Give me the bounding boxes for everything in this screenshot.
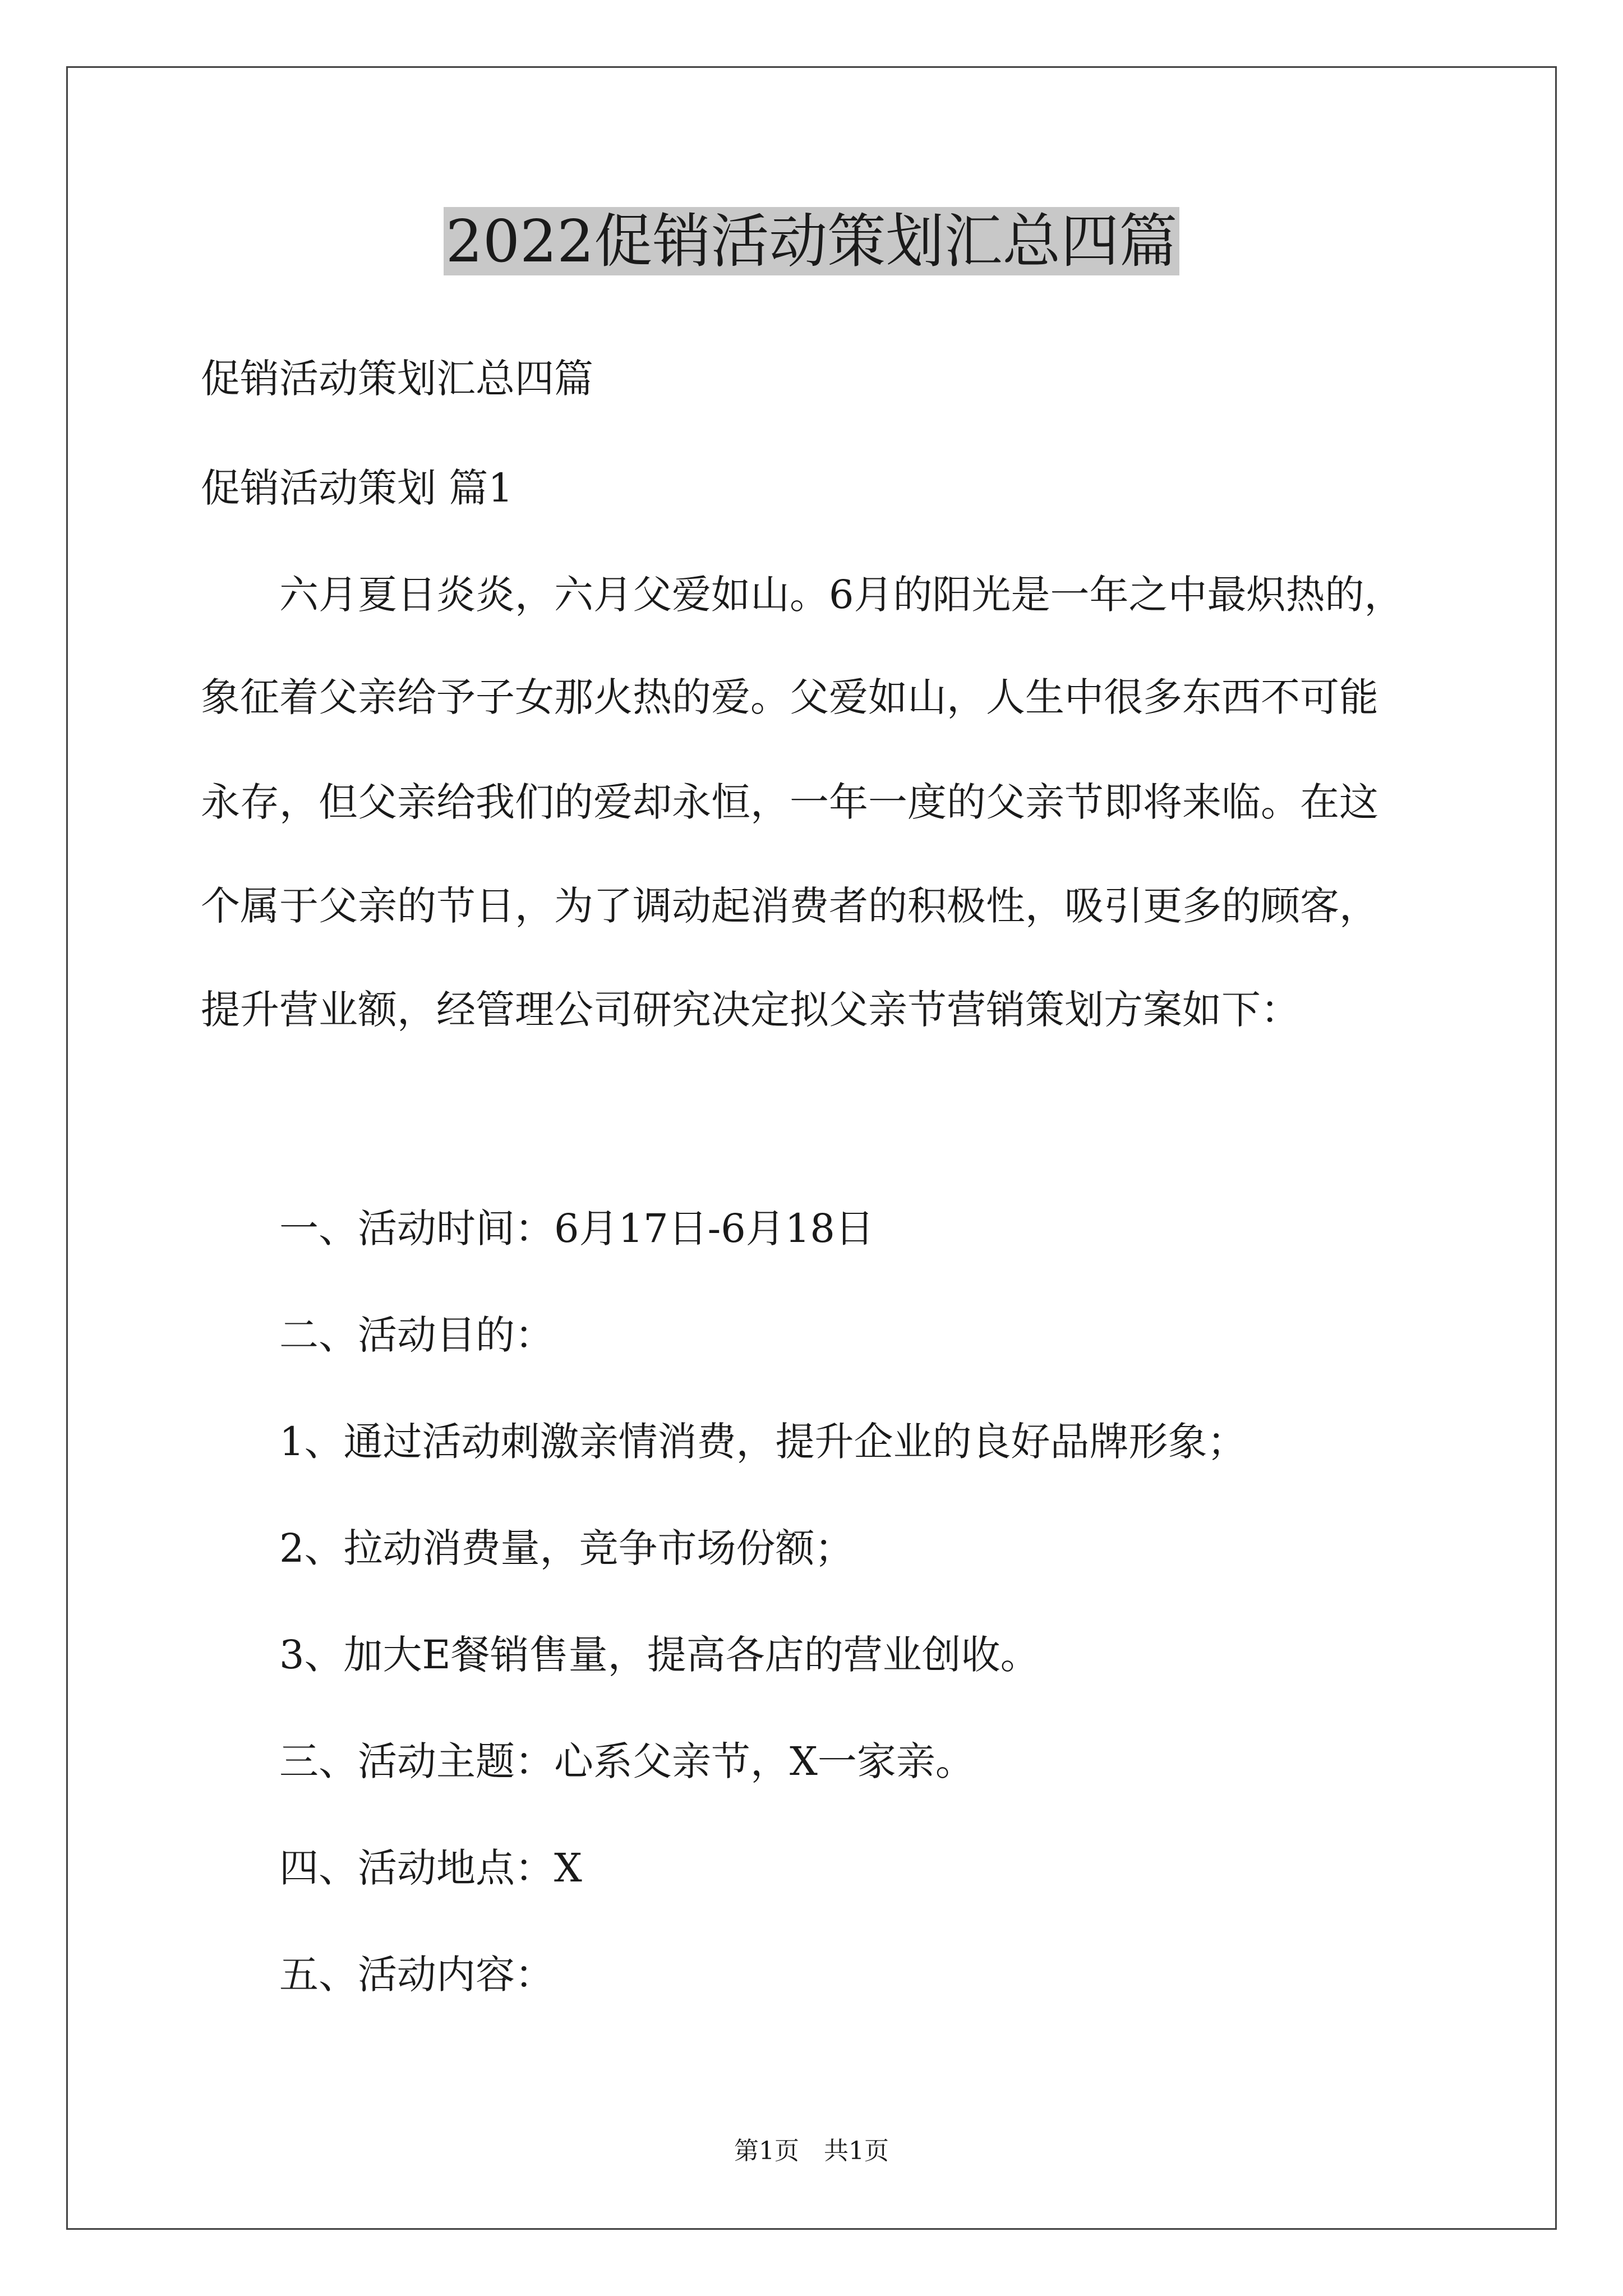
subtitle: 促销活动策划汇总四篇 xyxy=(201,356,593,402)
paragraph-line-4: 个属于父亲的节日，为了调动起消费者的积极性，吸引更多的顾客， xyxy=(201,883,1378,929)
list-item-purpose-1: 1、通过活动刺激亲情消费，提升企业的良好品牌形象； xyxy=(279,1419,1247,1465)
paragraph-line-1: 六月夏日炎炎，六月父爱如山。6月的阳光是一年之中最炽热的， xyxy=(279,572,1404,618)
list-item-purpose-3: 3、加大E餐销售量，提高各店的营业创收。 xyxy=(279,1632,1040,1678)
document-title-text: 2022促销活动策划汇总四篇 xyxy=(444,207,1180,275)
list-item-activity-theme: 三、活动主题：心系父亲节，X一家亲。 xyxy=(279,1738,975,1784)
list-item-activity-content: 五、活动内容： xyxy=(279,1952,554,1998)
list-item-activity-purpose: 二、活动目的： xyxy=(279,1312,554,1358)
list-item-activity-location: 四、活动地点：X xyxy=(279,1845,582,1891)
paragraph-line-5: 提升营业额，经管理公司研究决定拟父亲节营销策划方案如下： xyxy=(201,987,1300,1033)
page-footer: 第1页 共1页 xyxy=(734,2137,889,2165)
list-item-purpose-2: 2、拉动消费量，竞争市场份额； xyxy=(279,1525,854,1571)
document-title xyxy=(0,202,1623,280)
list-item-activity-time: 一、活动时间：6月17日-6月18日 xyxy=(279,1205,874,1251)
section-heading: 促销活动策划 篇1 xyxy=(201,465,513,511)
paragraph-line-2: 象征着父亲给予子女那火热的爱。父爱如山，人生中很多东西不可能 xyxy=(201,674,1378,720)
paragraph-line-3: 永存，但父亲给我们的爱却永恒，一年一度的父亲节即将来临。在这 xyxy=(201,779,1378,825)
